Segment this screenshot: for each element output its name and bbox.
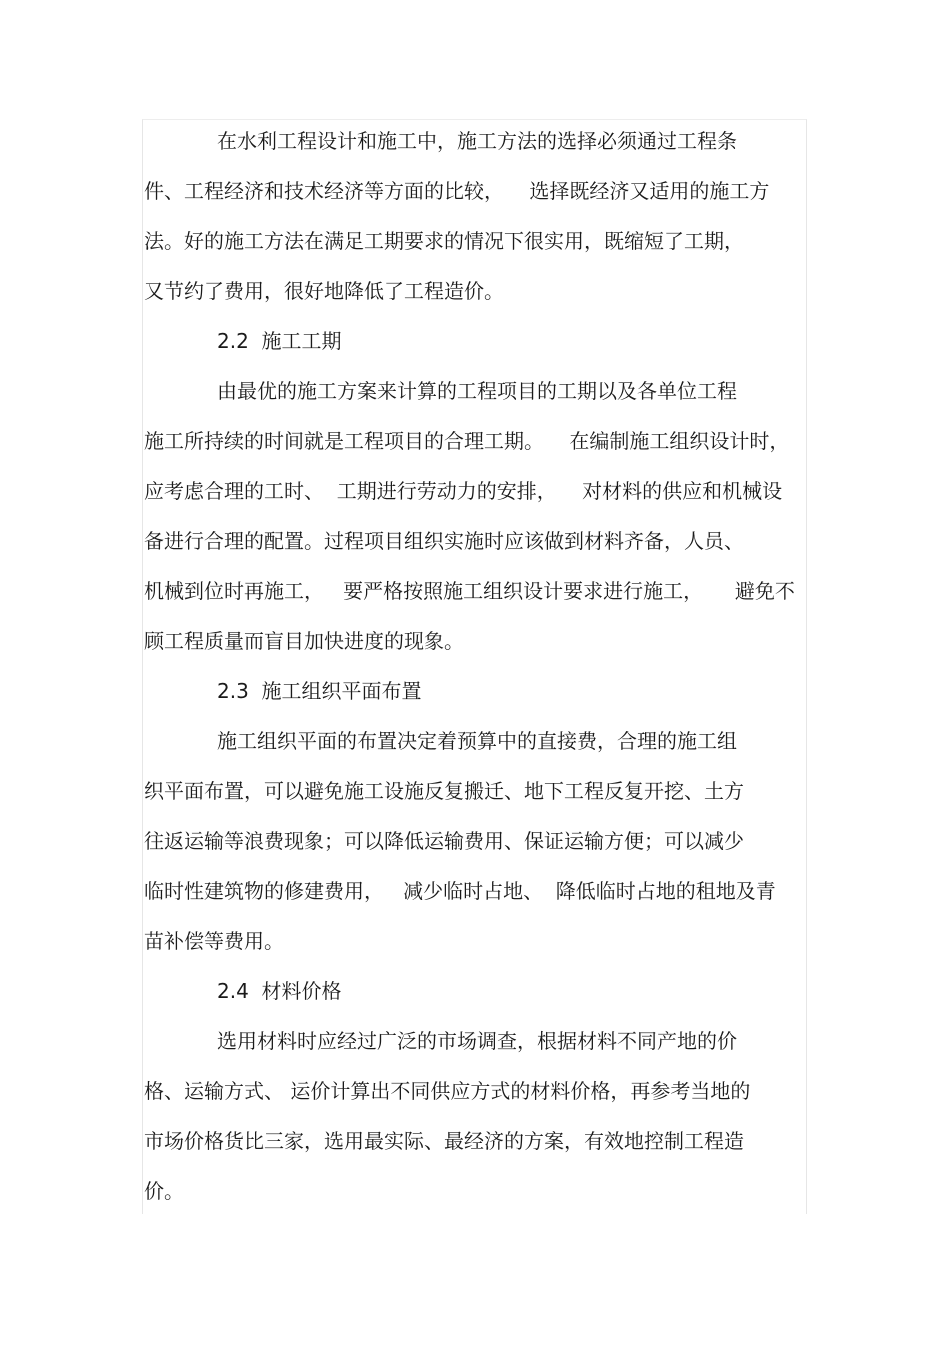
- paragraph-4-line-3: 市场价格货比三家，选用最实际、最经济的方案，有效地控制工程造: [144, 1129, 744, 1153]
- paragraph-3-line-1: 施工组织平面的布置决定着预算中的直接费，合理的施工组: [217, 729, 737, 753]
- paragraph-3-line-2: 织平面布置，可以避免施工设施反复搬迁、地下工程反复开挖、土方: [144, 779, 744, 803]
- paragraph-2-line-6: 顾工程质量而盲目加快进度的现象。: [144, 629, 464, 653]
- paragraph-4-line-1: 选用材料时应经过广泛的市场调查，根据材料不同产地的价: [217, 1029, 737, 1053]
- paragraph-3-line-3: 往返运输等浪费现象；可以降低运输费用、保证运输方便；可以减少: [144, 829, 744, 853]
- paragraph-2-line-5: 机械到位时再施工， 要严格按照施工组织设计要求进行施工， 避免不: [144, 579, 795, 603]
- paragraph-3-line-4: 临时性建筑物的修建费用， 减少临时占地、 降低临时占地的租地及青: [144, 879, 776, 903]
- paragraph-1-line-3: 法。好的施工方法在满足工期要求的情况下很实用，既缩短了工期，: [144, 229, 744, 253]
- section-heading-2-2: 2.2 施工工期: [217, 329, 342, 353]
- paragraph-2-line-1: 由最优的施工方案来计算的工程项目的工期以及各单位工程: [217, 379, 737, 403]
- paragraph-1-line-1: 在水利工程设计和施工中，施工方法的选择必须通过工程条: [217, 129, 737, 153]
- paragraph-4-line-2: 格、运输方式、 运价计算出不同供应方式的材料价格，再参考当地的: [144, 1079, 751, 1103]
- section-heading-2-4: 2.4 材料价格: [217, 979, 342, 1003]
- paragraph-1-line-4: 又节约了费用，很好地降低了工程造价。: [144, 279, 504, 303]
- paragraph-2-line-2: 施工所持续的时间就是工程项目的合理工期。 在编制施工组织设计时，: [144, 429, 790, 453]
- section-heading-2-3: 2.3 施工组织平面布置: [217, 679, 422, 703]
- paragraph-4-line-4: 价。: [144, 1179, 184, 1203]
- paragraph-1-line-2: 件、工程经济和技术经济等方面的比较， 选择既经济又适用的施工方: [144, 179, 770, 203]
- paragraph-2-line-4: 备进行合理的配置。过程项目组织实施时应该做到材料齐备，人员、: [144, 529, 744, 553]
- paragraph-3-line-5: 苗补偿等费用。: [144, 929, 284, 953]
- paragraph-2-line-3: 应考虑合理的工时、 工期进行劳动力的安排， 对材料的供应和机械设: [144, 479, 783, 503]
